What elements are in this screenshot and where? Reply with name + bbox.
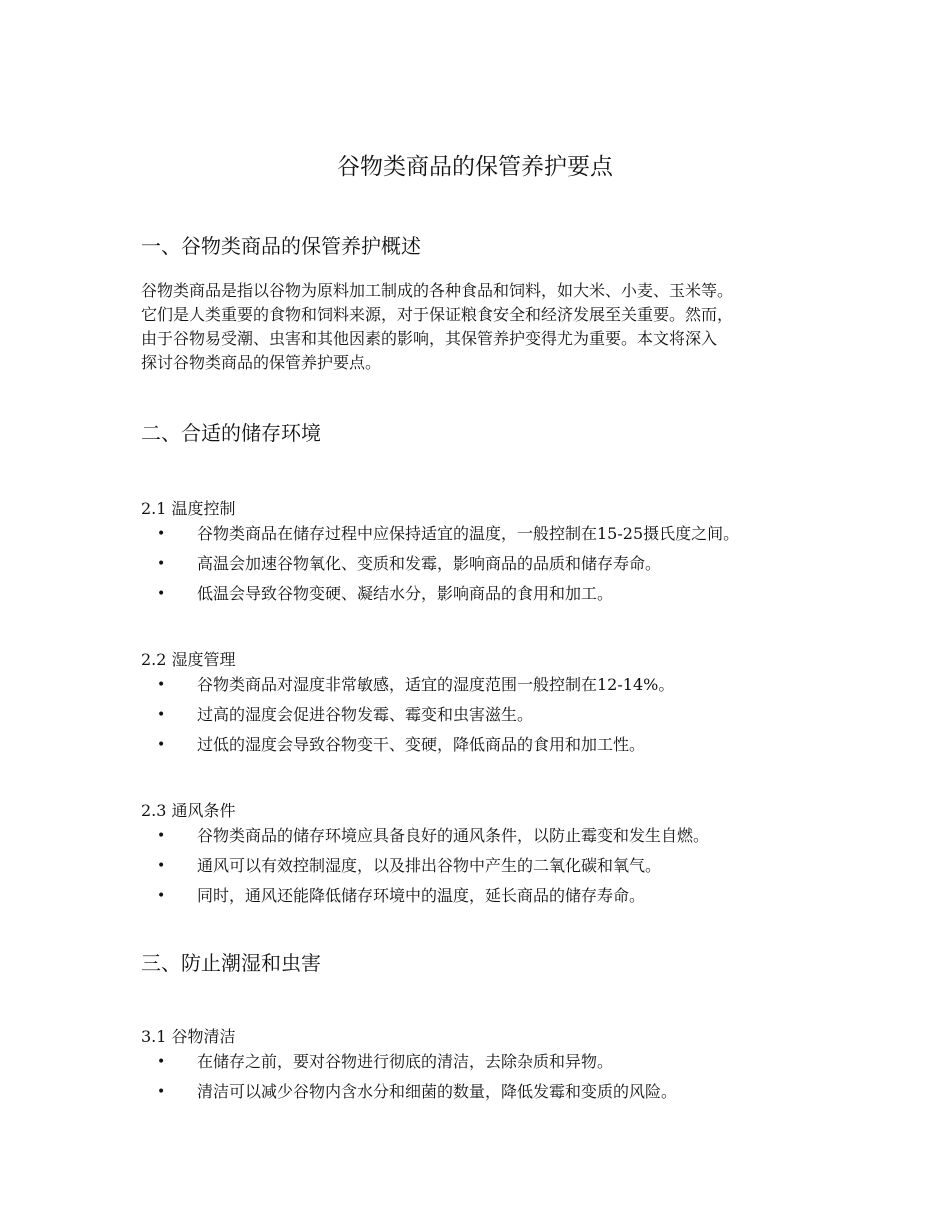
bullet-icon: •	[157, 677, 166, 693]
subsection-3-1-heading: 3.1 谷物清洁	[141, 1027, 236, 1046]
paragraph-line: 由于谷物易受潮、虫害和其他因素的影响，其保管养护变得尤为重要。本文将深入	[141, 329, 718, 348]
bullet-icon: •	[157, 1054, 166, 1070]
bullet-icon: •	[157, 707, 166, 723]
list-item	[141, 884, 841, 914]
list-item-text: 高温会加速谷物氧化、变质和发霉，影响商品的品质和储存寿命。	[197, 554, 662, 573]
list-item	[141, 854, 841, 884]
list-item	[141, 1080, 841, 1110]
list-item-text: 过低的湿度会导致谷物变干、变硬，降低商品的食用和加工性。	[197, 735, 646, 754]
list-item-text: 过高的湿度会促进谷物发霉、霉变和虫害滋生。	[197, 705, 534, 724]
list-item	[141, 824, 841, 854]
list-item	[141, 552, 841, 582]
subsection-2-3-heading: 2.3 通风条件	[141, 801, 236, 820]
section-1-paragraph	[141, 279, 831, 375]
list-item	[141, 522, 841, 552]
list-item-text: 低温会导致谷物变硬、凝结水分，影响商品的食用和加工。	[197, 584, 614, 603]
paragraph-line: 谷物类商品是指以谷物为原料加工制成的各种食品和饲料，如大米、小麦、玉米等。	[141, 281, 734, 300]
section-2-heading: 二、合适的储存环境	[141, 421, 321, 445]
list-item	[141, 703, 841, 733]
list-item-text: 通风可以有效控制湿度，以及排出谷物中产生的二氧化碳和氧气。	[197, 856, 662, 875]
subsection-2-3-list	[141, 824, 841, 914]
bullet-icon: •	[157, 556, 166, 572]
list-item-text: 谷物类商品在储存过程中应保持适宜的温度，一般控制在15-25摄氏度之间。	[197, 524, 740, 543]
list-item	[141, 733, 841, 763]
bullet-icon: •	[157, 526, 166, 542]
document-title: 谷物类商品的保管养护要点	[337, 154, 613, 180]
list-item	[141, 582, 841, 612]
subsection-2-1-heading: 2.1 温度控制	[141, 499, 236, 518]
subsection-2-1-list	[141, 522, 841, 612]
subsection-2-2-heading: 2.2 湿度管理	[141, 650, 236, 669]
list-item	[141, 1050, 841, 1080]
list-item-text: 谷物类商品对湿度非常敏感，适宜的湿度范围一般控制在12-14%。	[197, 675, 675, 694]
bullet-icon: •	[157, 858, 166, 874]
list-item-text: 同时，通风还能降低储存环境中的温度，延长商品的储存寿命。	[197, 886, 646, 905]
paragraph-line: 它们是人类重要的食物和饲料来源，对于保证粮食安全和经济发展至关重要。然而，	[141, 305, 734, 324]
list-item	[141, 673, 841, 703]
section-3-heading: 三、防止潮湿和虫害	[141, 951, 321, 975]
subsection-3-1-list	[141, 1050, 841, 1110]
list-item-text: 在储存之前，要对谷物进行彻底的清洁，去除杂质和异物。	[197, 1052, 614, 1071]
bullet-icon: •	[157, 828, 166, 844]
bullet-icon: •	[157, 586, 166, 602]
section-1-heading: 一、谷物类商品的保管养护概述	[141, 234, 421, 258]
bullet-icon: •	[157, 737, 166, 753]
bullet-icon: •	[157, 888, 166, 904]
subsection-2-2-list	[141, 673, 841, 763]
bullet-icon: •	[157, 1084, 166, 1100]
paragraph-line: 探讨谷物类商品的保管养护要点。	[141, 353, 382, 372]
list-item-text: 谷物类商品的储存环境应具备良好的通风条件，以防止霉变和发生自燃。	[197, 826, 710, 845]
list-item-text: 清洁可以减少谷物内含水分和细菌的数量，降低发霉和变质的风险。	[197, 1082, 678, 1101]
